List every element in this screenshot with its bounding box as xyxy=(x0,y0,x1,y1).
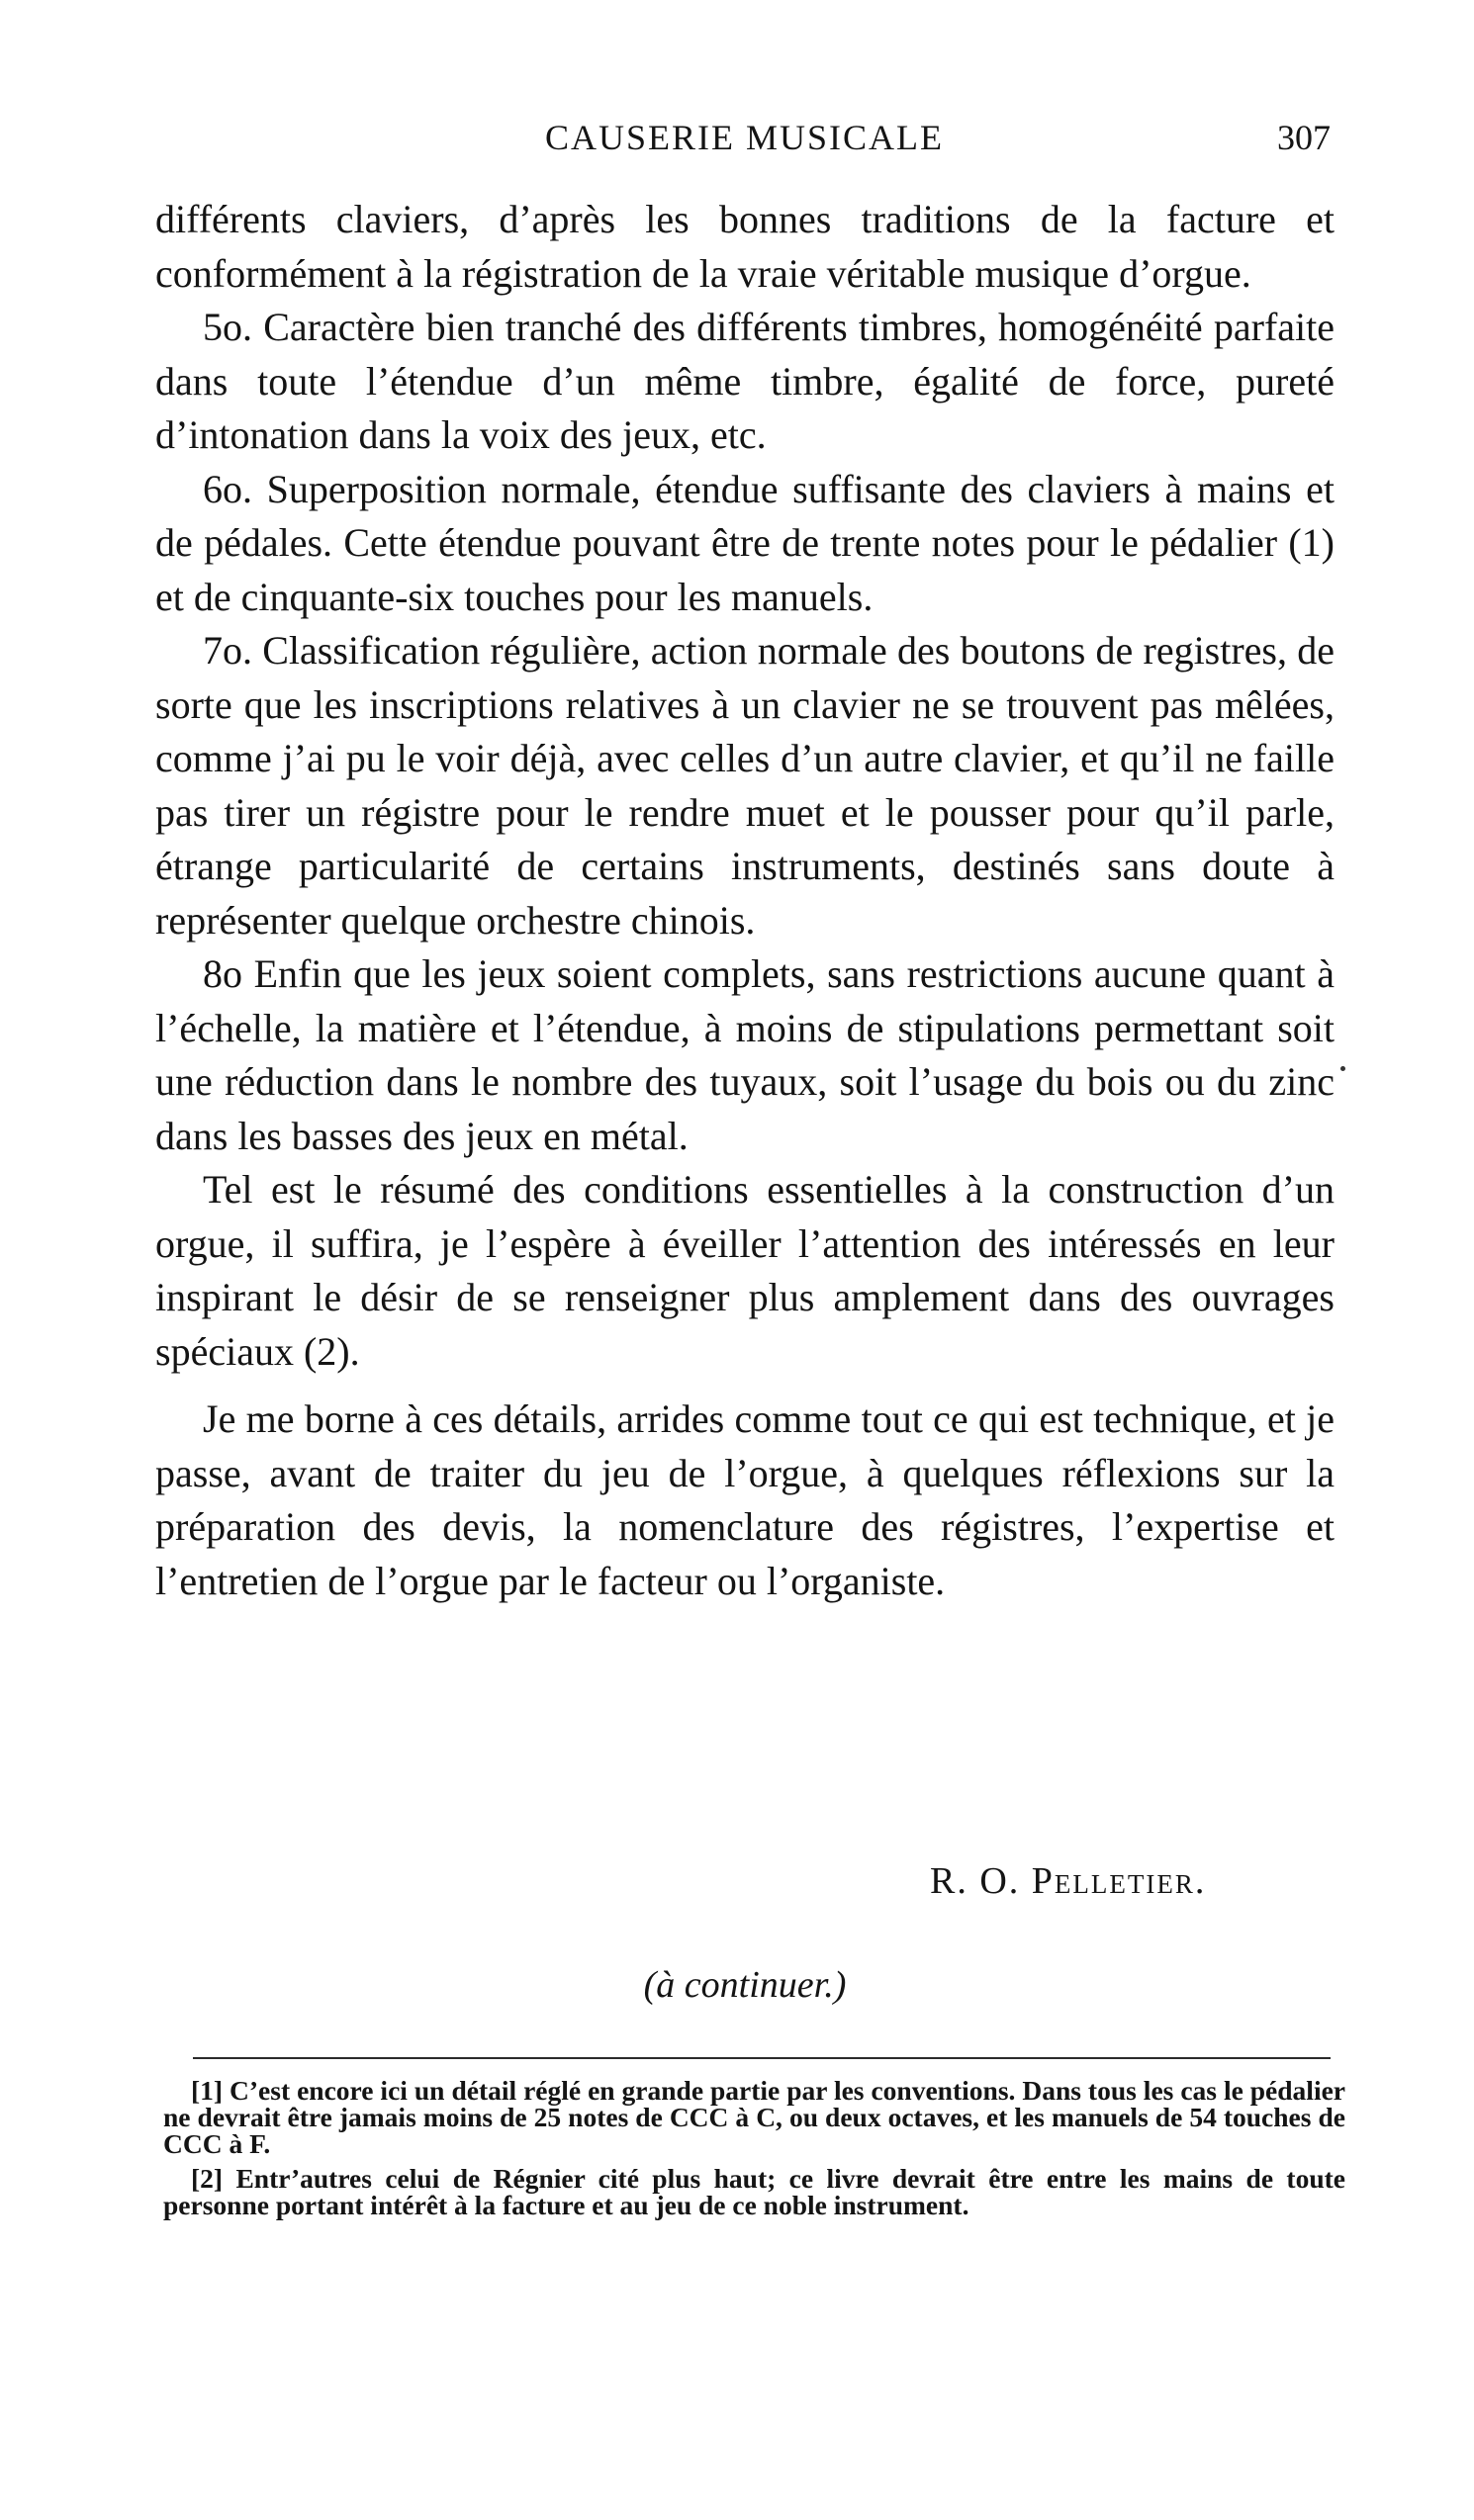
paragraph-summary: Tel est le résumé des conditions essentielles à la construction d’un orgue, il suffira, je l’espère à éveiller l’attention des intéressés en leur inspirant le désir de se renseigner plus amplement dans des ouvrages spéciaux (2). xyxy=(155,1167,1335,1374)
page-number: 307 xyxy=(1277,118,1331,157)
paragraph-item-6: 6o. Superposition normale, étendue suffisante des claviers à mains et de pédales. Cette étendue pouvant être de trente notes pour le pédalier (1) et de cinquante-six touches pour les manuels. xyxy=(155,466,1335,619)
continued-note: (à continuer.) xyxy=(643,1964,847,2006)
author-signature: R. O. Pelletier. xyxy=(930,1860,1207,1902)
page-header xyxy=(158,117,1331,166)
paragraph-item-7: 7o. Classification régulière, action normale des boutons de registres, de sorte que les inscriptions relatives à un clavier ne se trouvent pas mêlées, comme j’ai pu le voir déjà, avec celles d’un autre clavier, et qu’il ne faille pas tirer un régistre pour le rendre muet et le pousser pour qu’il parle, étrange particularité de certains instruments, destinés sans doute à représenter quelque orchestre chinois. xyxy=(155,628,1335,943)
paragraph-closing: Je me borne à ces détails, arrides comme tout ce qui est technique, et je passe, avant de traiter du jeu de l’orgue, à quelques réflexions sur la préparation des devis, la nomenclature des régistres, l’expertise et l’entretien de l’orgue par le facteur ou l’organiste. xyxy=(155,1396,1335,1603)
body-text xyxy=(155,193,1335,1608)
running-title: CAUSERIE MUSICALE xyxy=(544,118,945,157)
footnote-1: [1] C’est encore ici un détail réglé en grande partie par les conventions. Dans tous les cas le pédalier ne devrait être jamais moins de 25 notes de CCC à C, ou deux octaves, et les manuels de 54 touches de CCC à F. xyxy=(163,2075,1345,2159)
footnotes xyxy=(163,2077,1345,2226)
paragraph-continuation: différents claviers, d’après les bonnes traditions de la facture et conformément à la régistration de la vraie véritable musique d’orgue. xyxy=(155,197,1335,296)
footnote-divider xyxy=(193,2057,1331,2059)
print-speck xyxy=(1340,1066,1345,1071)
paragraph-item-8: 8o Enfin que les jeux soient complets, sans restrictions aucune quant à l’échelle, la matière et l’étendue, à moins de stipulations permettant soit une réduction dans le nombre des tuyaux, soit l’usage du bois ou du zinc dans les basses des jeux en métal. xyxy=(155,951,1335,1158)
paragraph-item-5: 5o. Caractère bien tranché des différents timbres, homogénéité parfaite dans toute l’étendue d’un même timbre, égalité de force, pureté d’intonation dans la voix des jeux, etc. xyxy=(155,305,1335,457)
footnote-2: [2] Entr’autres celui de Régnier cité plus haut; ce livre devrait être entre les mains de toute personne portant intérêt à la facture et au jeu de ce noble instrument. xyxy=(163,2163,1345,2220)
